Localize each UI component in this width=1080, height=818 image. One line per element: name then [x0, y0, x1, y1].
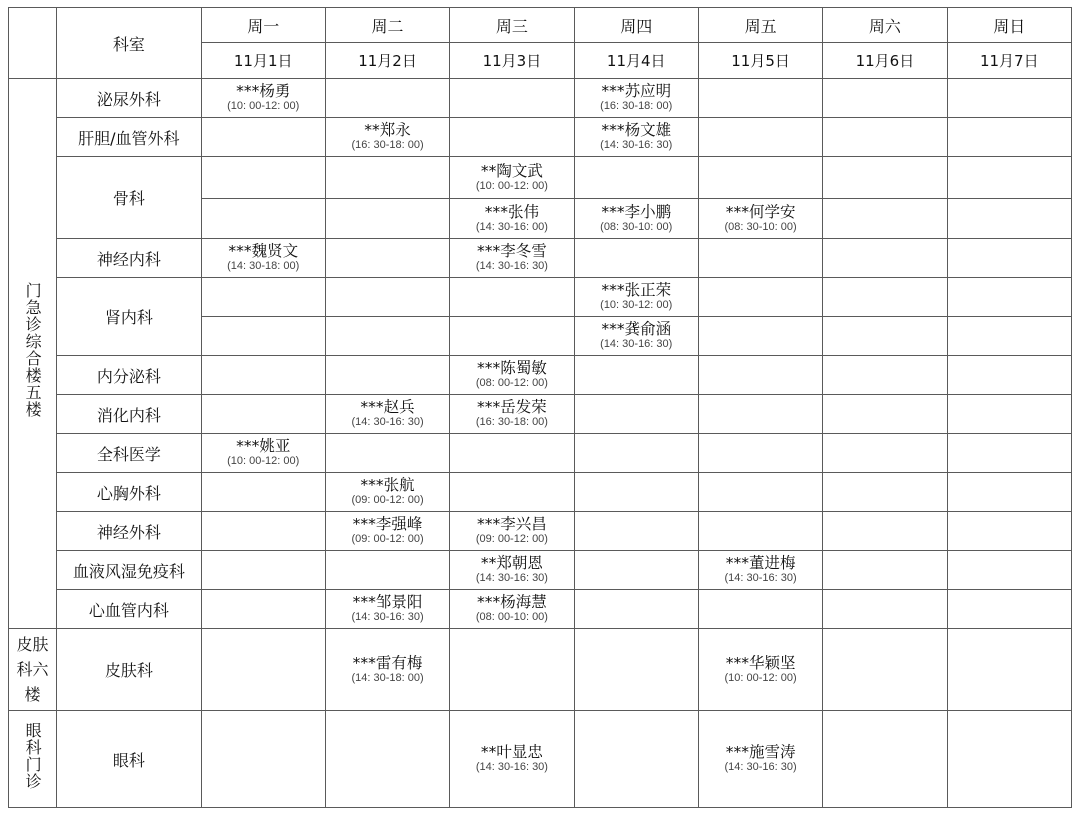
slot-cell [325, 239, 449, 278]
slot-cell [947, 590, 1071, 629]
doctor-name: ***张伟 [484, 202, 540, 221]
slot-cell [325, 473, 449, 512]
schedule-row [9, 629, 1072, 711]
slot-cell [201, 239, 325, 278]
doctor-name: ***李强峰 [352, 515, 423, 533]
slot-cell [574, 239, 698, 278]
slot-cell [450, 79, 574, 118]
slot-cell [698, 551, 822, 590]
slot-cell [325, 512, 449, 551]
slot-cell [947, 629, 1071, 711]
building-cell [9, 629, 57, 711]
clinic-time: (08: 30-10: 00) [724, 220, 797, 233]
clinic-time: (14: 30-16: 30) [475, 572, 548, 584]
slot-cell [823, 79, 947, 118]
day-header: 周一 [201, 8, 325, 43]
slot-cell [823, 317, 947, 356]
clinic-time: (14: 30-16: 30) [475, 761, 548, 773]
slot-cell [574, 157, 698, 199]
clinic-time: (10: 30-12: 00) [600, 299, 673, 311]
slot-cell [201, 157, 325, 199]
doctor-name: ***苏应明 [601, 82, 672, 100]
day-header: 周四 [574, 8, 698, 43]
slot-cell [574, 590, 698, 629]
slot-cell [947, 317, 1071, 356]
slot-cell [201, 79, 325, 118]
slot-cell [574, 79, 698, 118]
schedule-row [9, 434, 1072, 473]
slot-cell [450, 590, 574, 629]
slot-cell [450, 473, 574, 512]
schedule-row [9, 590, 1072, 629]
slot-cell [823, 395, 947, 434]
slot-cell [201, 356, 325, 395]
clinic-time: (08: 00-10: 00) [475, 611, 548, 623]
doctor-name: ***杨海慧 [477, 593, 547, 611]
slot-cell [698, 473, 822, 512]
slot-cell [698, 711, 822, 808]
day-header: 周日 [947, 8, 1071, 43]
slot-cell [823, 434, 947, 473]
doctor-name: ***魏贤文 [228, 242, 299, 260]
slot-cell [823, 473, 947, 512]
slot-cell [574, 118, 698, 157]
dept-header: 科室 [57, 8, 201, 79]
doctor-name: ***雷有梅 [352, 653, 423, 672]
doctor-name: ***李兴昌 [477, 515, 547, 533]
date-header: 11月6日 [823, 43, 947, 79]
day-header: 周二 [325, 8, 449, 43]
clinic-time: (09: 00-12: 00) [351, 494, 424, 506]
slot-cell [698, 434, 822, 473]
slot-cell [201, 629, 325, 711]
slot-cell [450, 711, 574, 808]
clinic-time: (16: 30-18: 00) [600, 100, 673, 112]
doctor-name: ***张航 [360, 476, 415, 494]
clinic-time: (08: 00-12: 00) [475, 377, 548, 389]
clinic-time: (14: 30-16: 30) [351, 611, 424, 623]
slot-cell [947, 239, 1071, 278]
day-header: 周五 [698, 8, 822, 43]
slot-cell [698, 317, 822, 356]
slot-cell [201, 473, 325, 512]
slot-cell [574, 512, 698, 551]
slot-cell [698, 278, 822, 317]
doctor-name: ***华颖坚 [725, 653, 796, 672]
clinic-time: (14: 30-16: 00) [475, 220, 548, 233]
building-label: 门急诊综合楼五楼 [23, 282, 43, 418]
slot-cell [823, 118, 947, 157]
dept-cell: 肾内科 [57, 278, 201, 356]
clinic-time: (10: 00-12: 00) [227, 100, 300, 112]
dept-cell: 骨科 [57, 157, 201, 239]
slot-cell [450, 317, 574, 356]
slot-cell [698, 629, 822, 711]
slot-cell [823, 629, 947, 711]
slot-cell [947, 395, 1071, 434]
slot-cell [325, 278, 449, 317]
building-cell [9, 711, 57, 808]
slot-cell [201, 590, 325, 629]
slot-cell [201, 711, 325, 808]
slot-cell [450, 512, 574, 551]
slot-cell [325, 79, 449, 118]
clinic-time: (10: 00-12: 00) [475, 179, 548, 192]
doctor-name: **陶文武 [480, 161, 543, 180]
slot-cell [574, 199, 698, 239]
slot-cell [574, 434, 698, 473]
dept-cell: 眼科 [57, 711, 201, 808]
slot-cell [698, 356, 822, 395]
dept-cell: 心血管内科 [57, 590, 201, 629]
slot-cell [450, 356, 574, 395]
dept-cell: 内分泌科 [57, 356, 201, 395]
slot-cell [698, 79, 822, 118]
slot-cell [325, 551, 449, 590]
slot-cell [823, 157, 947, 199]
slot-cell [947, 551, 1071, 590]
schedule-row [9, 79, 1072, 118]
doctor-name: ***何学安 [725, 202, 796, 221]
slot-cell [947, 79, 1071, 118]
slot-cell [574, 395, 698, 434]
slot-cell [201, 551, 325, 590]
slot-cell [574, 356, 698, 395]
schedule-row [9, 157, 1072, 199]
slot-cell [574, 473, 698, 512]
slot-cell [201, 118, 325, 157]
building-cell [9, 79, 57, 629]
slot-cell [574, 711, 698, 808]
clinic-time: (14: 30-16: 30) [600, 139, 673, 151]
slot-cell [823, 278, 947, 317]
doctor-name: ***邹景阳 [352, 593, 423, 611]
doctor-name: ***董进梅 [725, 554, 796, 572]
date-header: 11月3日 [450, 43, 574, 79]
dept-cell: 血液风湿免疫科 [57, 551, 201, 590]
slot-cell [698, 118, 822, 157]
slot-cell [947, 356, 1071, 395]
dept-cell: 泌尿外科 [57, 79, 201, 118]
clinic-time: (08: 30-10: 00) [600, 220, 673, 233]
slot-cell [450, 434, 574, 473]
slot-cell [325, 157, 449, 199]
date-header: 11月2日 [325, 43, 449, 79]
slot-cell [947, 118, 1071, 157]
doctor-name: ***杨勇 [236, 82, 291, 100]
slot-cell [325, 629, 449, 711]
clinic-time: (14: 30-18: 00) [227, 260, 300, 272]
slot-cell [325, 356, 449, 395]
slot-cell [325, 711, 449, 808]
slot-cell [823, 512, 947, 551]
clinic-time: (14: 30-16: 30) [351, 416, 424, 428]
corner-cell [9, 8, 57, 79]
clinic-time: (16: 30-18: 00) [475, 416, 548, 428]
dept-cell: 神经外科 [57, 512, 201, 551]
doctor-name: ***杨文雄 [601, 121, 672, 139]
slot-cell [201, 278, 325, 317]
header-day-row [9, 8, 1072, 43]
building-label: 眼科门诊 [23, 721, 43, 790]
schedule-row [9, 356, 1072, 395]
slot-cell [947, 473, 1071, 512]
slot-cell [450, 395, 574, 434]
slot-cell [823, 199, 947, 239]
slot-cell [574, 629, 698, 711]
slot-cell [947, 434, 1071, 473]
slot-cell [201, 317, 325, 356]
slot-cell [947, 711, 1071, 808]
slot-cell [450, 551, 574, 590]
slot-cell [823, 356, 947, 395]
dept-cell: 神经内科 [57, 239, 201, 278]
doctor-name: **郑朝恩 [480, 554, 543, 572]
slot-cell [450, 629, 574, 711]
slot-cell [325, 317, 449, 356]
slot-cell [698, 199, 822, 239]
clinic-time: (09: 00-12: 00) [475, 533, 548, 545]
schedule-row [9, 239, 1072, 278]
schedule-row [9, 395, 1072, 434]
clinic-time: (14: 30-16: 30) [475, 260, 548, 272]
slot-cell [698, 395, 822, 434]
slot-cell [823, 551, 947, 590]
dept-cell: 消化内科 [57, 395, 201, 434]
clinic-time: (16: 30-18: 00) [351, 139, 424, 151]
clinic-time: (09: 00-12: 00) [351, 533, 424, 545]
doctor-name: ***李冬雪 [477, 242, 547, 260]
slot-cell [823, 239, 947, 278]
clinic-time: (14: 30-18: 00) [351, 671, 424, 684]
slot-cell [450, 278, 574, 317]
slot-cell [450, 199, 574, 239]
doctor-name: ***赵兵 [360, 398, 415, 416]
slot-cell [201, 199, 325, 239]
slot-cell [698, 157, 822, 199]
slot-cell [201, 395, 325, 434]
dept-cell: 皮肤科 [57, 629, 201, 711]
dept-cell: 肝胆/血管外科 [57, 118, 201, 157]
dept-cell: 全科医学 [57, 434, 201, 473]
slot-cell [325, 590, 449, 629]
schedule-row [9, 551, 1072, 590]
slot-cell [325, 199, 449, 239]
slot-cell [574, 317, 698, 356]
schedule-row [9, 118, 1072, 157]
date-header: 11月4日 [574, 43, 698, 79]
slot-cell [325, 434, 449, 473]
clinic-time: (14: 30-16: 30) [724, 761, 797, 773]
slot-cell [698, 590, 822, 629]
schedule-row [9, 711, 1072, 808]
doctor-name: ***张正荣 [601, 281, 672, 299]
slot-cell [201, 434, 325, 473]
slot-cell [947, 199, 1071, 239]
slot-cell [574, 551, 698, 590]
doctor-name: **郑永 [364, 121, 411, 139]
clinic-time: (10: 00-12: 00) [724, 671, 797, 684]
building-label: 皮肤科六楼 [16, 635, 49, 704]
date-header: 11月5日 [698, 43, 822, 79]
slot-cell [201, 512, 325, 551]
clinic-time: (10: 00-12: 00) [227, 455, 300, 467]
schedule-row [9, 473, 1072, 512]
doctor-name: **叶显忠 [480, 743, 543, 761]
doctor-name: ***岳发荣 [477, 398, 547, 416]
slot-cell [947, 157, 1071, 199]
schedule-row [9, 278, 1072, 317]
slot-cell [450, 157, 574, 199]
slot-cell [947, 278, 1071, 317]
date-header: 11月1日 [201, 43, 325, 79]
slot-cell [823, 711, 947, 808]
slot-cell [325, 118, 449, 157]
schedule-row [9, 512, 1072, 551]
dept-cell: 心胸外科 [57, 473, 201, 512]
doctor-name: ***陈蜀敏 [477, 359, 547, 377]
slot-cell [947, 512, 1071, 551]
clinic-time: (14: 30-16: 30) [600, 338, 673, 350]
slot-cell [574, 278, 698, 317]
schedule-table [8, 7, 1072, 808]
slot-cell [823, 590, 947, 629]
day-header: 周六 [823, 8, 947, 43]
slot-cell [325, 395, 449, 434]
slot-cell [698, 239, 822, 278]
doctor-name: ***龚俞涵 [601, 320, 672, 338]
slot-cell [450, 239, 574, 278]
slot-cell [698, 512, 822, 551]
clinic-time: (14: 30-16: 30) [724, 572, 797, 584]
doctor-name: ***施雪涛 [725, 743, 796, 761]
doctor-name: ***姚亚 [236, 437, 291, 455]
doctor-name: ***李小鹏 [601, 202, 672, 221]
date-header: 11月7日 [947, 43, 1071, 79]
day-header: 周三 [450, 8, 574, 43]
slot-cell [450, 118, 574, 157]
